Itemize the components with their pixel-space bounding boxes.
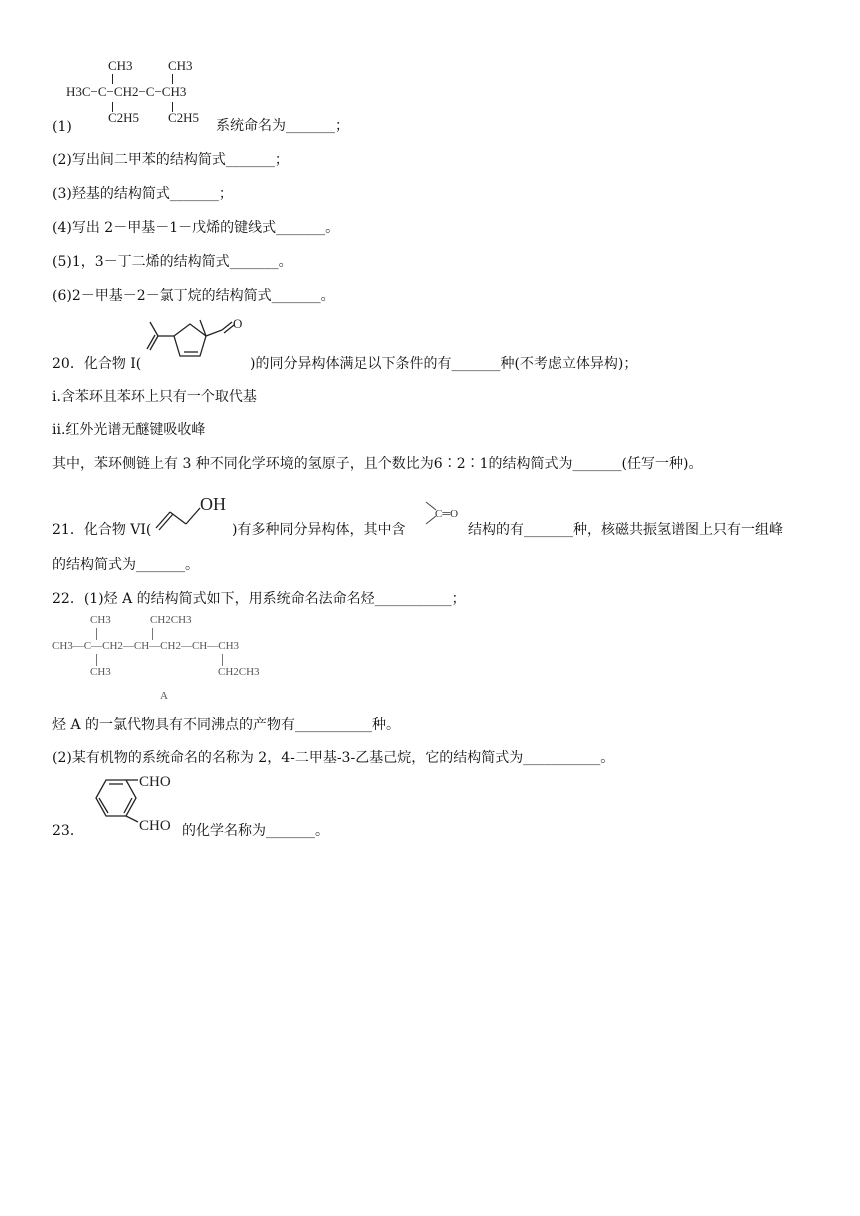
q21-carbonyl-structure — [422, 498, 470, 530]
q20-cond2: ii.红外光谱无醚键吸收峰 — [52, 422, 206, 438]
q20-oxygen-label: O — [233, 316, 243, 331]
q19-top-sub2: CH3 — [168, 58, 193, 73]
q19-line5: (5)1，3－丁二烯的结构简式_______。 — [52, 254, 293, 270]
q21-co-label: C═O — [435, 508, 459, 520]
q20-line3: 其中，苯环侧链上有 3 种不同化学环境的氢原子，且个数比为6∶2∶1的结构简式为_______(任写一种)。 — [52, 456, 703, 472]
q23-prefix: 23． — [52, 823, 84, 839]
q19-top-sub1: CH3 — [108, 58, 133, 73]
q19-line2: (2)写出间二甲苯的结构简式_______； — [52, 152, 289, 168]
q19-line6: (6)2－甲基－2－氯丁烷的结构简式_______。 — [52, 288, 335, 304]
q19-line1-prefix: (1) — [52, 119, 72, 135]
q23-suffix: 的化学名称为_______。 — [182, 823, 329, 839]
q21-mid: )有多种同分异构体，其中含 — [232, 522, 406, 538]
q19-structure — [66, 58, 226, 128]
q19-line4: (4)写出 2－甲基－1－戊烯的键线式_______。 — [52, 220, 340, 236]
q21-prefix: 21．化合物 VI( — [52, 522, 152, 538]
q19-line1-text: 系统命名为_______； — [216, 118, 349, 134]
q20-suffix: )的同分异构体满足以下条件的有_______种(不考虑立体异构)； — [250, 356, 638, 372]
q21-line2: 的结构简式为_______。 — [52, 557, 199, 573]
q23-phthalaldehyde-structure — [84, 772, 184, 836]
q22-bottom-sub2: CH2CH3 — [218, 666, 260, 678]
q22-structure-a — [52, 612, 292, 704]
q22-top-sub2: CH2CH3 — [150, 614, 192, 626]
q22-structure-label: A — [160, 690, 168, 702]
q21-compound-vi-structure — [150, 492, 240, 534]
q21-oh-label: OH — [200, 494, 226, 514]
q19-line3: (3)羟基的结构简式_______； — [52, 186, 233, 202]
q22-line3: (2)某有机物的系统命名的名称为 2，4-二甲基-3-乙基己烷，它的结构简式为___________。 — [52, 750, 615, 766]
q23-cho-bottom: CHO — [139, 818, 171, 834]
q19-main-chain: H3C−C−CH2−C−CH3 — [66, 84, 187, 99]
q20-prefix: 20．化合物 I( — [52, 356, 142, 372]
q20-compound-i-structure — [140, 316, 252, 376]
q21-suffix: 结构的有_______种，核磁共振氢谱图上只有一组峰 — [468, 522, 783, 538]
q19-bottom-sub2: C2H5 — [168, 110, 200, 125]
q22-top-sub1: CH3 — [90, 614, 111, 626]
q22-line2: 烃 A 的一氯代物具有不同沸点的产物有___________种。 — [52, 717, 401, 733]
q19-bottom-sub1: C2H5 — [108, 110, 140, 125]
q22-line1: 22．(1)烃 A 的结构简式如下，用系统命名法命名烃___________； — [52, 591, 466, 607]
q23-cho-top: CHO — [139, 774, 171, 790]
q22-main-chain: CH3—C—CH2—CH—CH2—CH—CH3 — [52, 640, 240, 652]
q20-cond1: i.含苯环且苯环上只有一个取代基 — [52, 389, 257, 405]
q22-bottom-sub1: CH3 — [90, 666, 111, 678]
